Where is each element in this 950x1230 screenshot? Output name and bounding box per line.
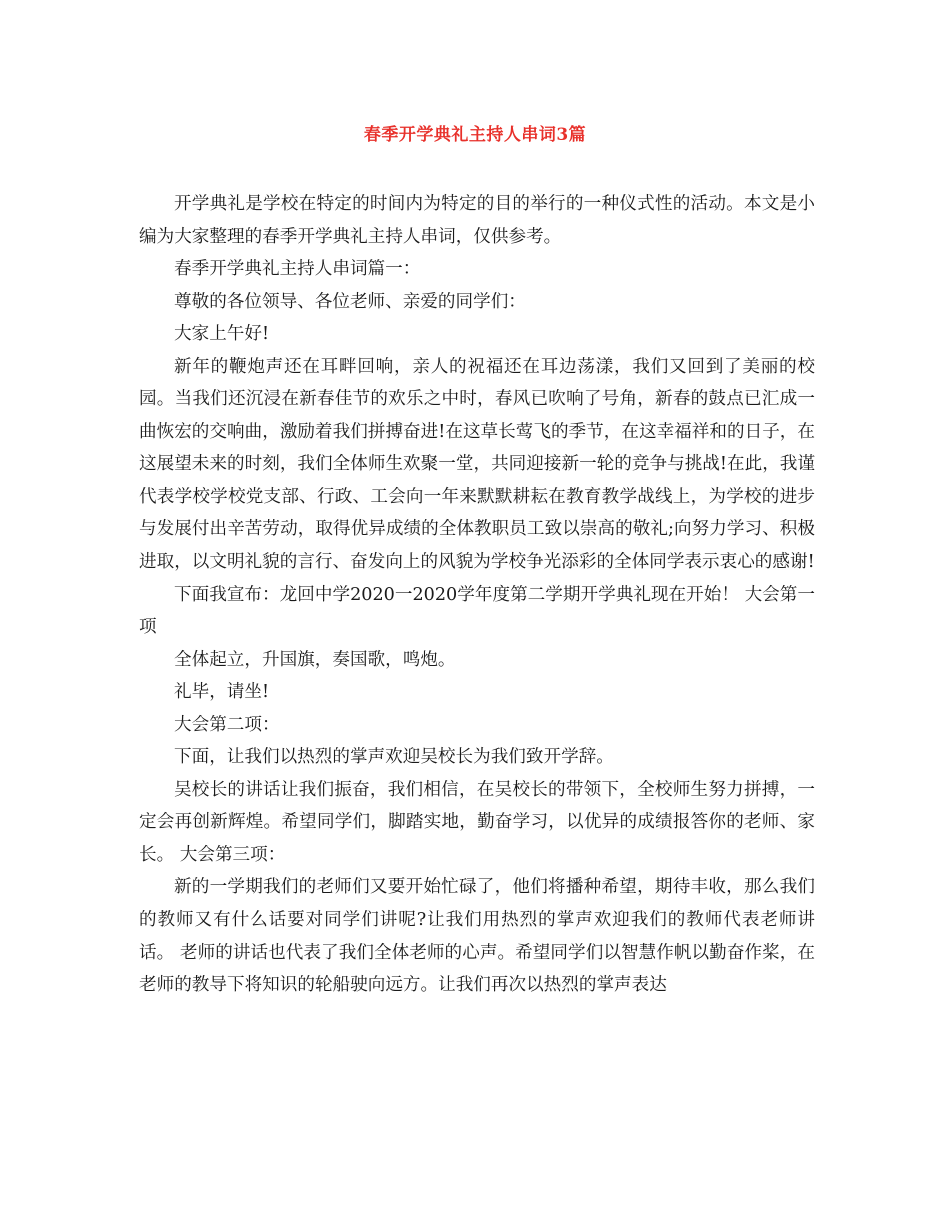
paragraph-greeting: 大家上午好! (174, 324, 270, 345)
paragraph-opening-speech: 新年的鞭炮声还在耳畔回响，亲人的祝福还在耳边荡漾，我们又回到了美丽的校园。当我们还沉浸在新春佳节的欢乐之中时，春风已吹响了号角，新春的鼓点已汇成一曲恢宏的交响曲，激励着我们拼搏奋进!在这草长莺飞的季节，在这幸福祥和的日子，在这展望未来的时刻，我们全体师生欢聚一堂，共同迎接新一轮的竞争与挑战!在此，我谨代表学校学校党支部、行政、工会向一年来默默耕耘在教育教学战线上，为学校的进步与发展付出辛苦劳动，取得优异成绩的全体教职员工致以崇高的敬礼;向努力学习、积极进取，以文明礼貌的言行、奋发向上的风貌为学校争光添彩的全体同学表示衷心的感谢! (139, 356, 815, 573)
paragraph-item-two: 大会第二项： (174, 714, 280, 735)
paragraph-principal-welcome: 下面，让我们以热烈的掌声欢迎吴校长为我们致开学辞。 (174, 747, 614, 768)
paragraph-section-heading: 春季开学典礼主持人串词篇一： (174, 259, 421, 280)
document-title: 春季开学典礼主持人串词3篇 (363, 125, 587, 145)
paragraph-teacher-speech: 新的一学期我们的老师们又要开始忙碌了，他们将播种希望，期待丰收，那么我们的教师又有什么话要对同学们讲呢?让我们用热烈的掌声欢迎我们的教师代表老师讲话。 老师的讲话也代表了我们全体老师的心声。希望同学们以智慧作帆以勤奋作桨，在老师的教导下将知识的轮船驶向远方。让我们再次以热烈的掌声表达 (139, 877, 815, 996)
paragraph-intro: 开学典礼是学校在特定的时间内为特定的目的举行的一种仪式性的活动。本文是小编为大家整理的春季开学典礼主持人串词，仅供参考。 (139, 194, 815, 247)
document-body (139, 188, 815, 1002)
paragraph-announcement: 下面我宣布：龙回中学2020一2020学年度第二学期开学典礼现在开始！ 大会第一项 (139, 584, 815, 638)
paragraph-salutation: 尊敬的各位领导、各位老师、亲爱的同学们： (174, 291, 526, 312)
paragraph-be-seated: 礼毕，请坐! (174, 682, 270, 703)
paragraph-principal-response: 吴校长的讲话让我们振奋，我们相信，在吴校长的带领下，全校师生努力拼搏，一定会再创新辉煌。希望同学们，脚踏实地，勤奋学习，以优异的成绩报答你的老师、家长。 大会第三项： (139, 779, 815, 865)
paragraph-flag-ceremony: 全体起立，升国旗，奏国歌，鸣炮。 (174, 649, 456, 670)
